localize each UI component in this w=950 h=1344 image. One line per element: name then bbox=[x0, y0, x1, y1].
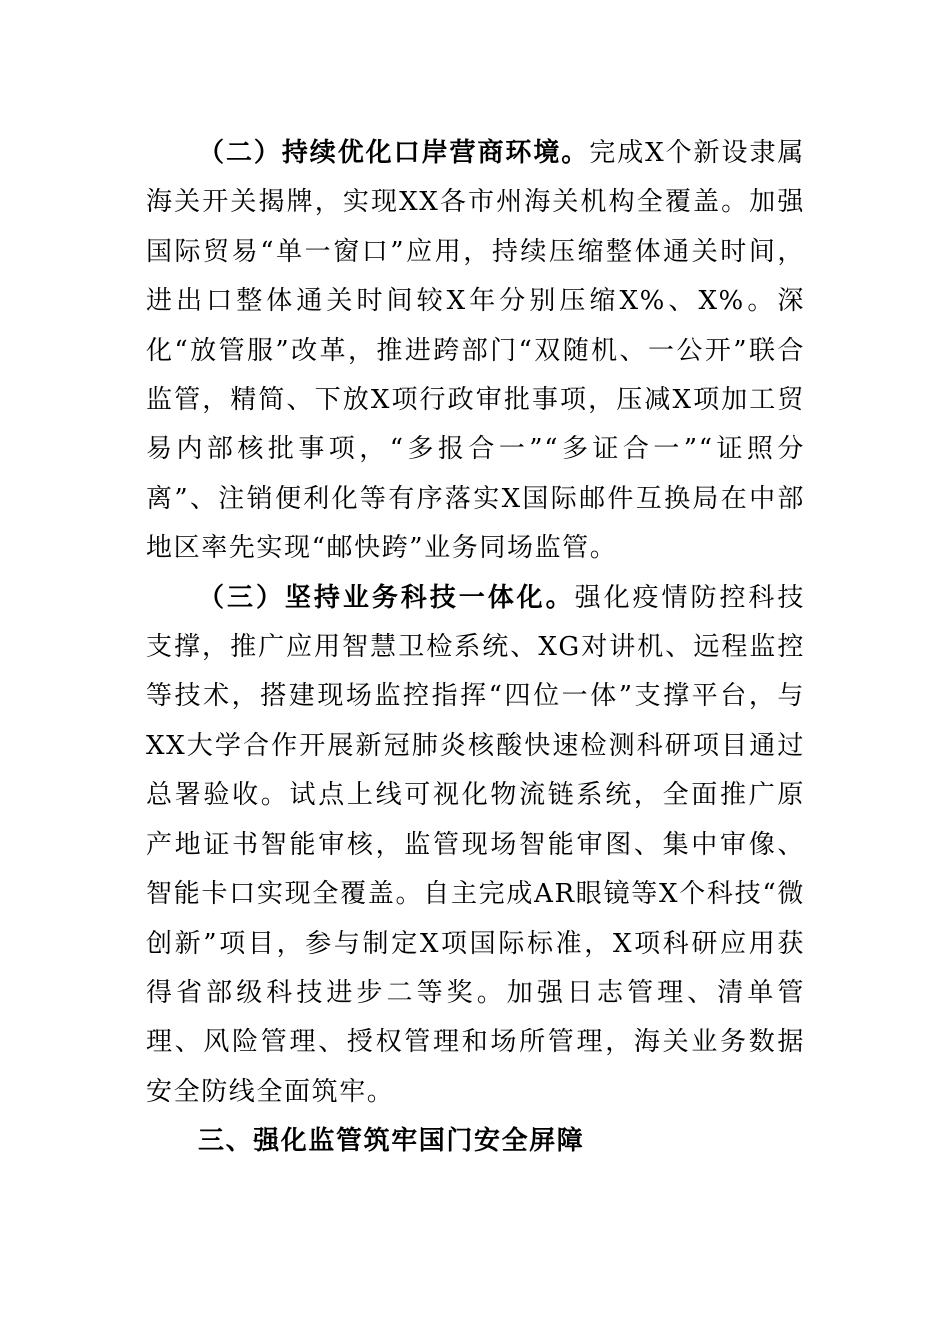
section-heading: 三、强化监管筑牢国门安全屏障 bbox=[198, 1126, 585, 1157]
paragraph-port-business-environment bbox=[146, 129, 805, 574]
paragraph-lead-heading: （三）坚持业务科技一体化。 bbox=[198, 582, 575, 613]
paragraph-text: 完成X个新设隶属海关开关揭牌，实现XX各市州海关机构全覆盖。加强国际贸易“单一窗口”应用，持续压缩整体通关时间，进出口整体通关时间较X年分别压缩X%、X%。深化“放管服”改革，推进跨部门“双随机、一公开”联合监管，精简、下放X项行政审批事项，压减X项加工贸易内部核批事项，“多报合一”“多证合一”“证照分离”、注销便利化等有序落实X国际邮件互换局在中部地区率先实现“邮快跨”业务同场监管。 bbox=[146, 138, 806, 564]
paragraph-lead-heading: （二）持续优化口岸营商环境。 bbox=[198, 138, 590, 168]
paragraph-business-tech-integration bbox=[146, 574, 805, 1117]
paragraph-text: 强化疫情防控科技支撑，推广应用智慧卫检系统、XG对讲机、远程监控等技术，搭建现场监控指挥“四位一体”支撑平台，与XX大学合作开展新冠肺炎核酸快速检测科研项目通过总署验收。试点上线可视化物流链系统，全面推广原产地证书智能审核，监管现场智能审图、集中审像、智能卡口实现全覆盖。自主完成AR眼镜等X个科技“微创新”项目，参与制定X项国际标准，X项科研应用获得省部级科技进步二等奖。加强日志管理、清单管理、风险管理、授权管理和场所管理，海关业务数据安全防线全面筑牢。 bbox=[146, 582, 806, 1107]
document-body bbox=[146, 129, 805, 1167]
